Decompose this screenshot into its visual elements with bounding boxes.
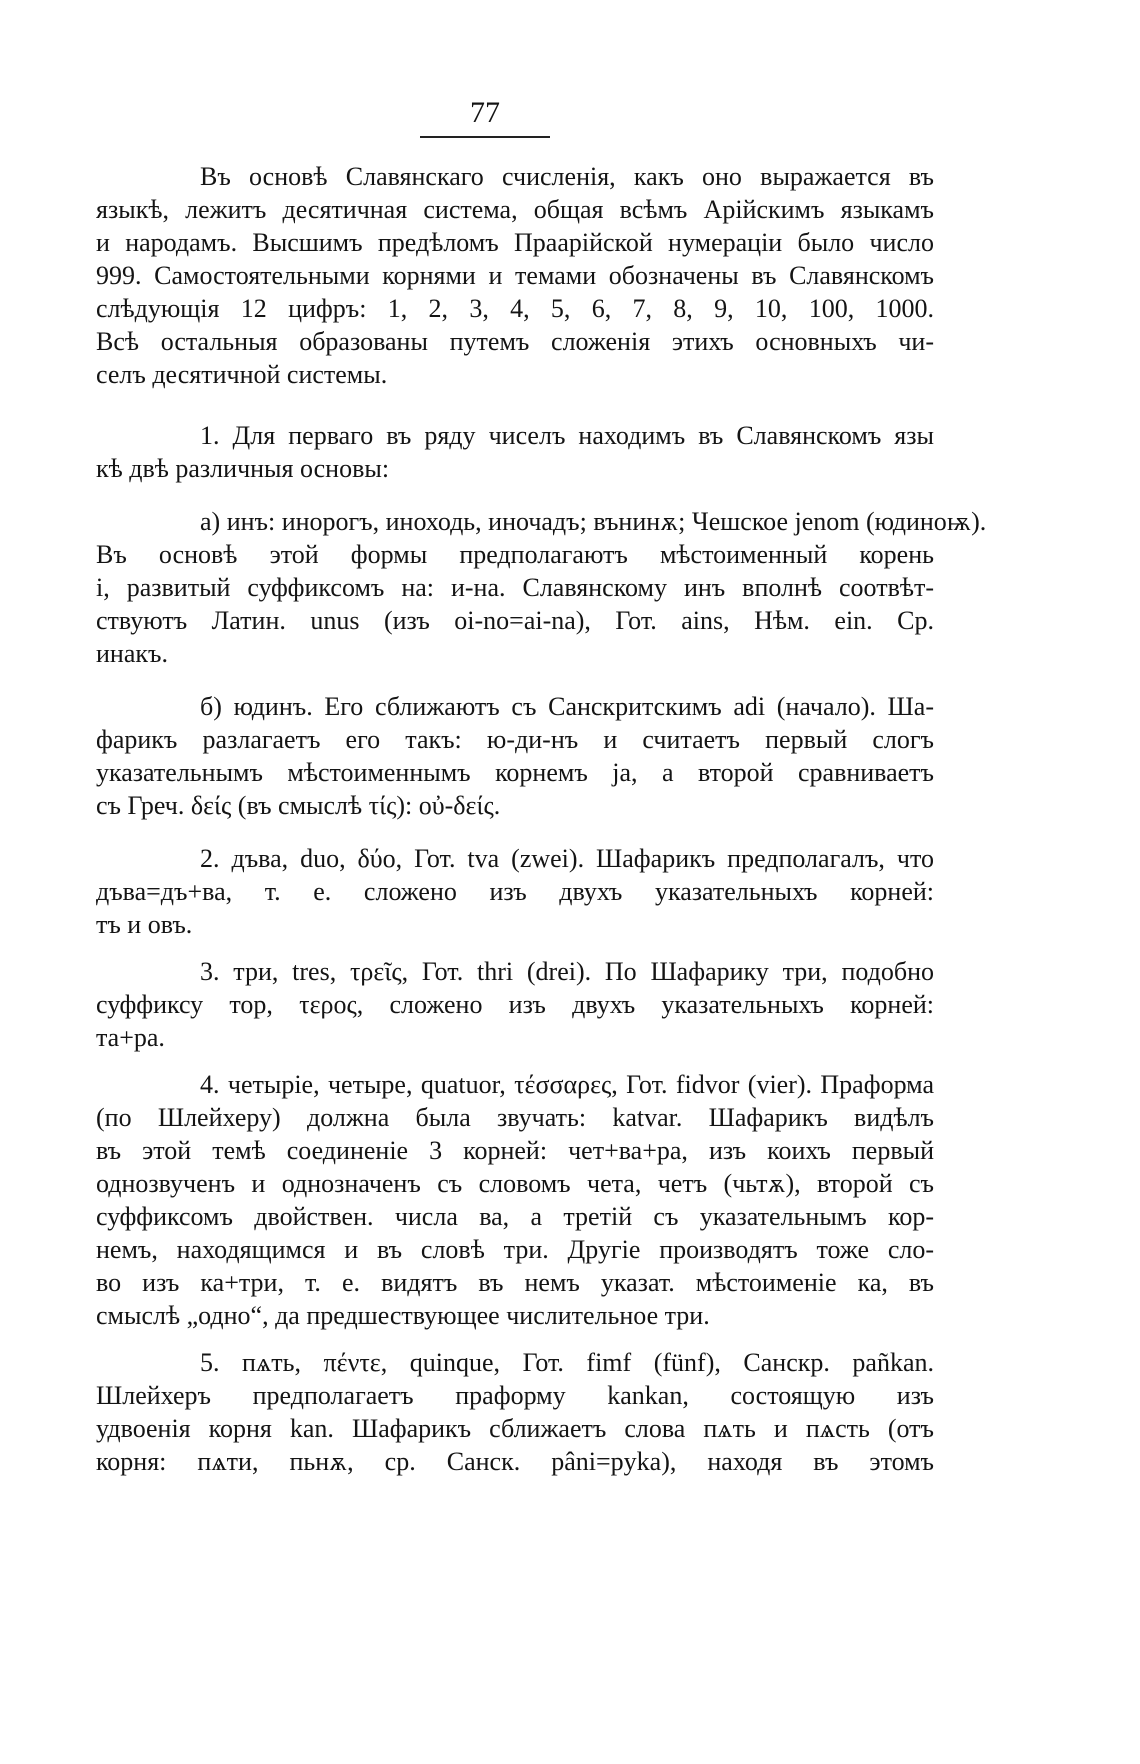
paragraph-gap — [96, 822, 934, 842]
text-line: Шлейхеръ предполагаетъ праформу kankan, состоящую изъ — [96, 1381, 934, 1410]
text-line: тъ и овъ. — [96, 910, 193, 939]
paragraph-gap — [96, 1332, 934, 1346]
text-line: а) инъ: инорогъ, иноходь, иночадъ; вънинѫ; Чешское jenom (юдиноѭ). — [200, 507, 987, 536]
text-column — [96, 160, 987, 1478]
text-line: указательнымъ мѣстоименнымъ корнемъ ja, а второй сравниваетъ — [96, 758, 934, 787]
text-line: языкѣ, лежитъ десятичная система, общая всѣмъ Арійскимъ языкамъ — [96, 195, 934, 224]
text-line: 999. Самостоятельными корнями и темами обозначены въ Славянскомъ — [96, 261, 934, 290]
text-line: i, развитый суффиксомъ на: и-на. Славянскому инъ вполнѣ соотвѣт- — [96, 573, 934, 602]
paragraph-gap — [96, 391, 934, 419]
text-line: 3. три, tres, τρεῖς, Гот. thri (drei). По Шафарику три, подобно — [200, 957, 934, 986]
text-line: смыслѣ „одно“, да предшествующее числительное три. — [96, 1301, 710, 1330]
text-line: немъ, находящимся и въ словѣ три. Другіе производятъ тоже сло- — [96, 1235, 934, 1264]
text-line: корня: пѧти, пьнѫ, ср. Санск. pâni=pyka), находя въ этомъ — [96, 1447, 934, 1476]
paragraph-number-5 — [96, 1346, 934, 1478]
text-line: въ этой темѣ соединеніе 3 корней: чет+ва+ра, изъ коихъ первый — [96, 1136, 934, 1165]
paragraph-inu — [96, 505, 987, 670]
text-line: Въ основѣ Славянскаго счисленія, какъ оно выражается въ — [200, 162, 934, 191]
paragraph-gap — [96, 670, 934, 690]
text-line: селъ десятичной системы. — [96, 360, 388, 389]
text-line: съ Греч. δείς (въ смыслѣ τίς): οὐ-δείς. — [96, 791, 501, 820]
text-line: инакъ. — [96, 639, 168, 668]
paragraph-yudinu — [96, 690, 934, 822]
text-line: ствуютъ Латин. unus (изъ oi-no=ai-na), Гот. ains, Нѣм. ein. Ср. — [96, 606, 934, 635]
paragraph-gap — [96, 1054, 934, 1068]
text-line: однозвученъ и однозначенъ съ словомъ чета, четъ (чьтѫ), второй съ — [96, 1169, 934, 1198]
paragraph-intro — [96, 160, 934, 391]
text-line: Всѣ остальныя образованы путемъ сложенія этихъ основныхъ чи- — [96, 327, 934, 356]
text-line: 2. дъва, duo, δύο, Гот. tva (zwei). Шафарикъ предполагалъ, что — [200, 844, 934, 873]
text-line: б) юдинъ. Его сближаютъ съ Санскритскимъ adi (начало). Ша- — [200, 692, 934, 721]
paragraph-gap — [96, 485, 934, 505]
paragraph-number-3 — [96, 955, 934, 1054]
text-line: слѣдующія 12 цифръ: 1, 2, 3, 4, 5, 6, 7, 8, 9, 10, 100, 1000. — [96, 294, 934, 323]
text-line: 4. четыріе, четыре, quatuor, τέσσαρες, Гот. fidvor (vier). Праформа — [200, 1070, 934, 1099]
text-line: дъва=дъ+ва, т. е. сложено изъ двухъ указательныхъ корней: — [96, 877, 934, 906]
paragraph-number-4 — [96, 1068, 934, 1332]
text-line: и народамъ. Высшимъ предѣломъ Праарійской нумераціи было число — [96, 228, 934, 257]
text-line: суффиксомъ двойствен. числа ва, а третій съ указательнымъ кор- — [96, 1202, 934, 1231]
text-line: фарикъ разлагаетъ его такъ: ю-ди-нъ и считаетъ первый слогъ — [96, 725, 934, 754]
text-line: (по Шлейхеру) должна была звучать: katvar. Шафарикъ видѣлъ — [96, 1103, 934, 1132]
text-line: удвоенія корня kan. Шафарикъ сближаетъ слова пѧть и пѧсть (отъ — [96, 1414, 934, 1443]
text-line: Въ основѣ этой формы предполагаютъ мѣстоименный корень — [96, 540, 934, 569]
page-number-rule — [420, 136, 550, 138]
text-line: 1. Для перваго въ ряду чиселъ находимъ въ Славянскомъ язы — [200, 421, 934, 450]
paragraph-number-2 — [96, 842, 934, 941]
text-line: во изъ ка+три, т. е. видятъ въ немъ указат. мѣстоименіе ка, въ — [96, 1268, 934, 1297]
paragraph-number-1 — [96, 419, 934, 485]
text-line: та+ра. — [96, 1023, 165, 1052]
paragraph-gap — [96, 941, 934, 955]
text-line: суффиксу тор, τερος, сложено изъ двухъ указательныхъ корней: — [96, 990, 934, 1019]
text-line: 5. пѧть, πέντε, quinque, Гот. fimf (fünf), Санскр. pañkan. — [200, 1348, 934, 1377]
text-line: кѣ двѣ различныя основы: — [96, 454, 390, 483]
page-number: 77 — [470, 96, 500, 129]
